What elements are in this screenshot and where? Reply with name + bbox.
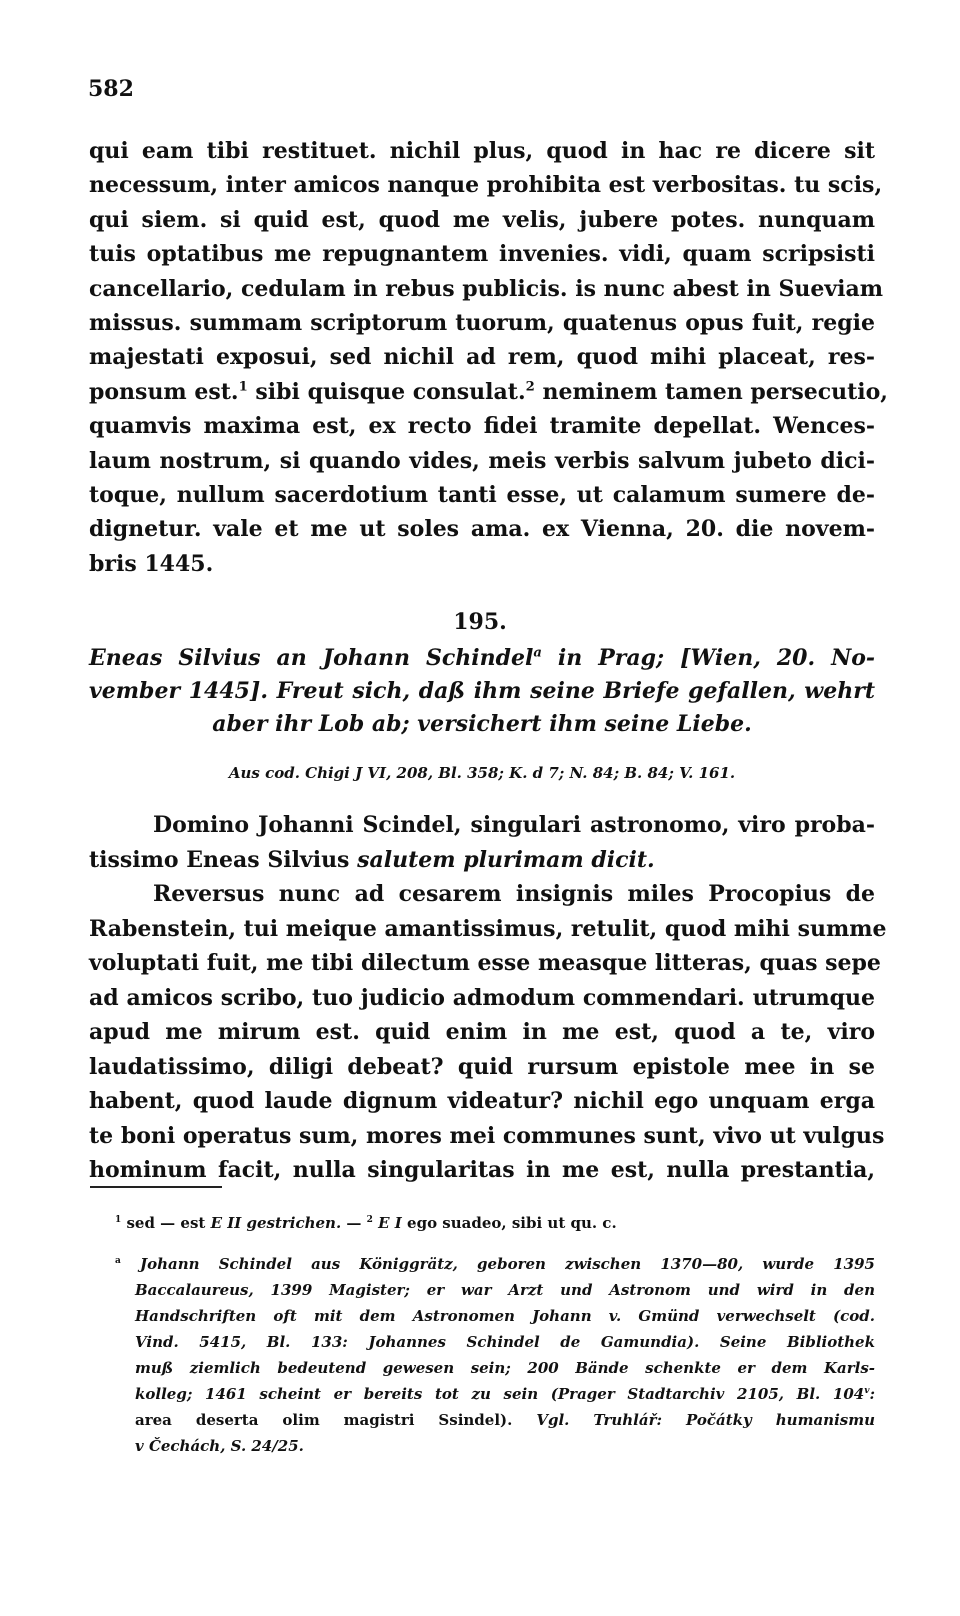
salutation-line: Domino Johanni Scindel, singulari astronomo, viro proba- [153, 812, 875, 838]
footnote-marker: a [533, 645, 542, 661]
text-line: hominum facit, nulla singularitas in me est, nulla prestantia, [89, 1157, 875, 1183]
salutation-line: tissimo Eneas Silvius salutem plurimam dicit. [89, 846, 655, 873]
footnote-marker: 1 [238, 379, 248, 395]
text-line: laudatissimo, diligi debeat? quid rursum epistole mee in se [89, 1053, 875, 1080]
text-line: qui eam tibi restituet. nichil plus, quod in hac re dicere sit [89, 138, 875, 164]
footnote-line: Vind. 5415, Bl. 133: Johannes Schindel de Gamundia). Seine Bibliothek [135, 1333, 875, 1351]
text-line: laum nostrum, si quando vides, meis verbis salvum jubeto dici- [89, 447, 875, 474]
footnote-line: area deserta olim magistri Ssindel). Vgl. Truhlář: Počátky humanismu [135, 1411, 875, 1429]
text-line: tuis optatibus me repugnantem invenies. vidi, quam scripsisti [89, 241, 875, 268]
footnote-marker: 1 [115, 1215, 122, 1225]
text-line: cancellario, cedulam in rebus publicis. is nunc abest in Sueviam [89, 275, 884, 302]
footnote-line: Handschriften oft mit dem Astronomen Johann v. Gmünd verwechselt (cod. [135, 1307, 875, 1325]
manuscript-source [89, 762, 875, 784]
footnote-marker: a [115, 1256, 121, 1266]
footnote-line: kolleg; 1461 scheint er bereits tot zu sein (Prager Stadtarchiv 2105, Bl. 104$^v$: [135, 1385, 875, 1403]
text-line: quamvis maxima est, ex recto fidei tramite depellat. Wences- [89, 413, 875, 440]
text-line: Reversus nunc ad cesarem insignis miles Procopius de [153, 881, 875, 907]
footnote-line: Baccalaureus, 1399 Magister; er war Arzt und Astronom und wird in den [135, 1281, 875, 1299]
footnote-line: $^a$ Johann Schindel aus Königgrätz, geboren zwischen 1370—80, wurde 1395 [115, 1255, 875, 1273]
footnote-line: $^1$ sed — est E II gestrichen. — $^2$ E I ego suadeo, sibi ut qu. c. [115, 1214, 617, 1232]
text-line: dignetur. vale et me ut soles ama. ex Vienna, 20. die novem- [89, 516, 875, 543]
letter-body [89, 808, 887, 1188]
text-line: ponsum est.$^1$ sibi quisque consulat.$^2$ neminem tamen persecutio, [89, 378, 888, 405]
text-line: toque, nullum sacerdotium tanti esse, ut calamum sumere de- [89, 482, 875, 509]
header-line: aber ihr Lob ab; versichert ihm seine Liebe. [212, 711, 752, 737]
text-line: habent, quod laude dignum videatur? nichil ego unquam erga [89, 1088, 875, 1114]
apparatus-footnotes [89, 1210, 875, 1236]
previous-letter-ending [89, 134, 888, 581]
footnote-marker: 2 [525, 379, 535, 395]
page-number: 582 [88, 76, 134, 102]
text-line: te boni operatus sum, mores mei communes sunt, vivo ut vulgus [89, 1122, 885, 1149]
letter-header [89, 642, 875, 741]
editor-footnote [89, 1251, 875, 1459]
text-line: ad amicos scribo, tuo judicio admodum commendari. utrumque [89, 984, 875, 1011]
letter-number: 195. [453, 609, 507, 635]
footnote-marker: 2 [366, 1215, 373, 1225]
header-line: vember 1445]. Freut sich, daß ihm seine Briefe gefallen, wehrt [89, 678, 875, 704]
footnote-line: muß ziemlich bedeutend gewesen sein; 200 Bände schenkte er dem Karls- [135, 1359, 875, 1377]
text-line: bris 1445. [89, 550, 214, 577]
text-line: Rabenstein, tui meique amantissimus, retulit, quod mihi summe [89, 915, 887, 942]
footnote-line: v Čechách, S. 24/25. [135, 1437, 304, 1455]
text-line: voluptati fuit, me tibi dilectum esse measque litteras, quas sepe [89, 950, 881, 976]
text-line: apud me mirum est. quid enim in me est, quod a te, viro [89, 1019, 875, 1045]
footnote-divider [90, 1186, 222, 1188]
text-line: missus. summam scriptorum tuorum, quatenus opus fuit, regie [89, 310, 875, 337]
text-line: majestati exposui, sed nichil ad rem, quod mihi placeat, res- [89, 344, 875, 371]
text-line: necessum, inter amicos nanque prohibita est verbositas. tu scis, [89, 172, 883, 199]
header-line: Eneas Silvius an Johann Schindel$^a$ in Prag; [Wien, 20. No- [89, 645, 876, 671]
source-line: Aus cod. Chigi J VI, 208, Bl. 358; K. d 7; N. 84; B. 84; V. 161. [228, 764, 736, 782]
text-line: qui siem. si quid est, quod me velis, jubere potes. nunquam [89, 206, 875, 233]
